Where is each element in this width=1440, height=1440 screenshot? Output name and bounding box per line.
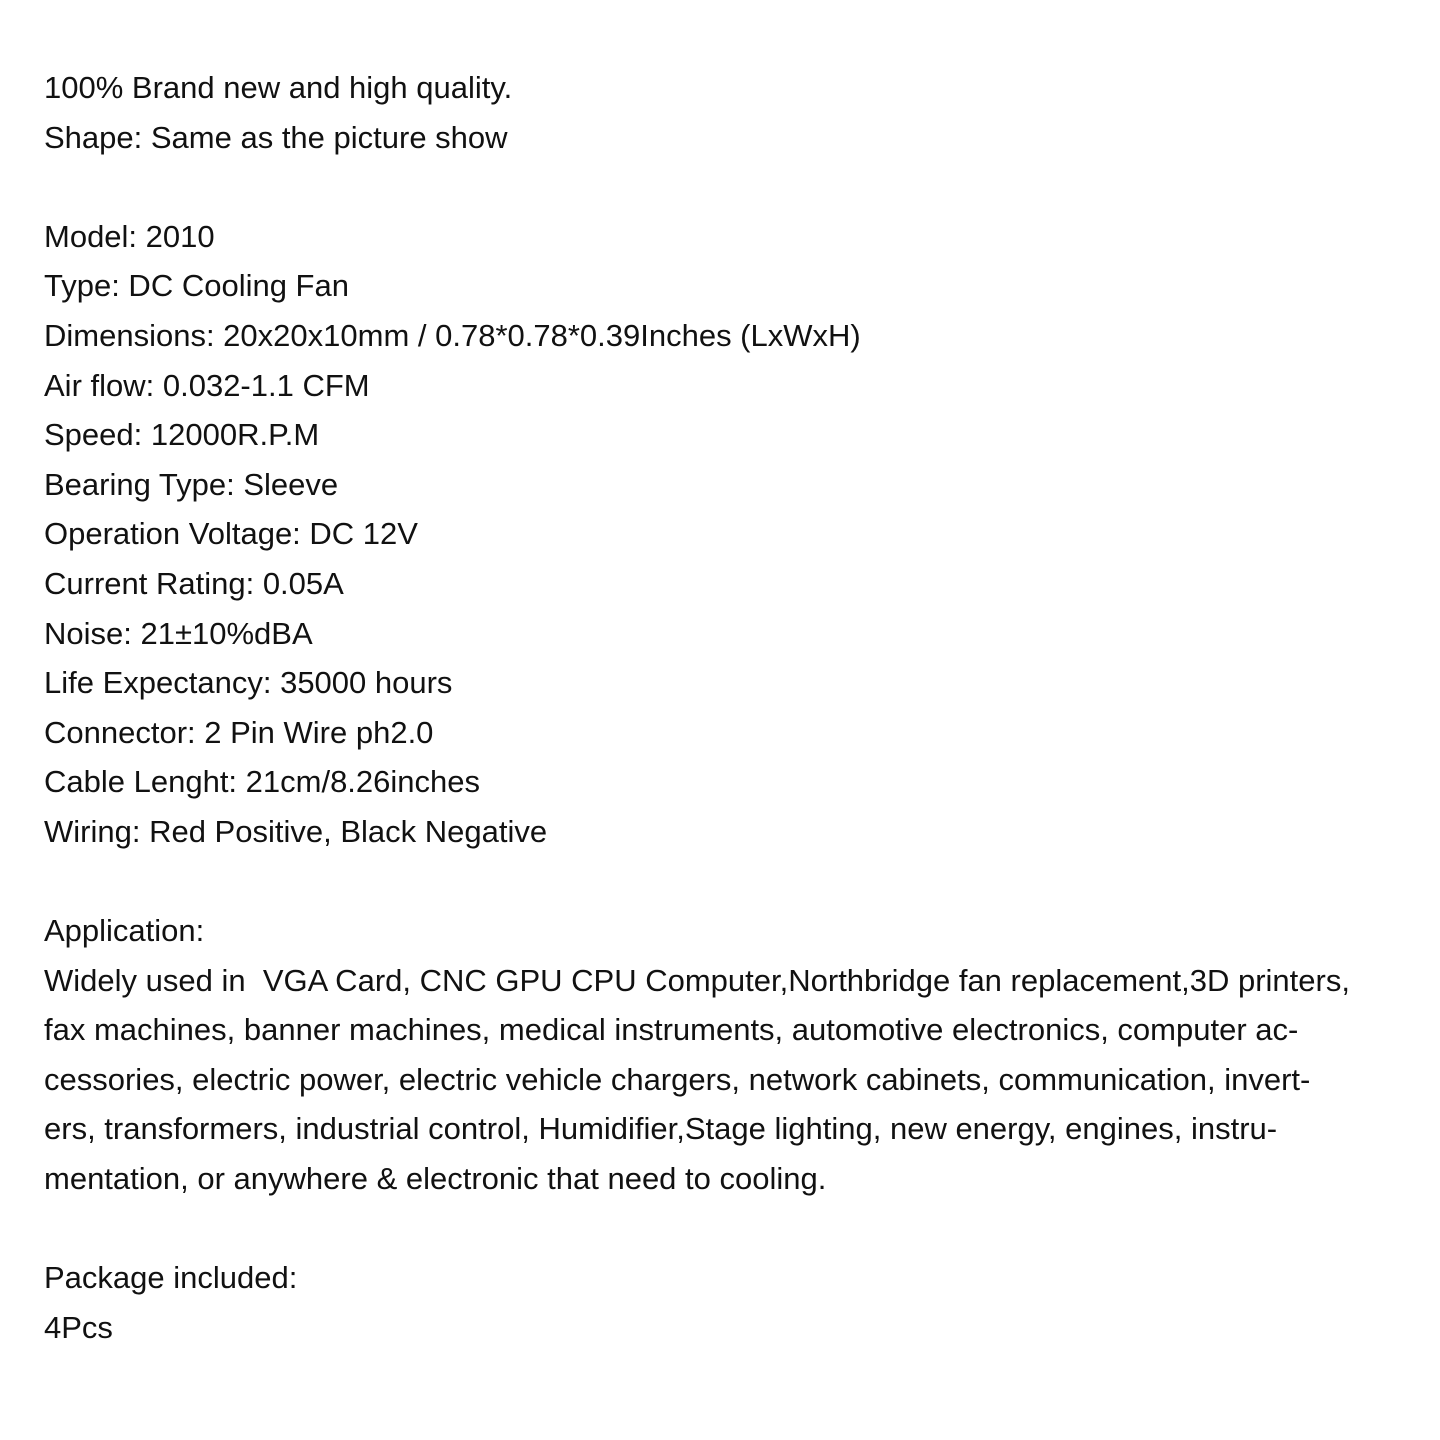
paragraph-spacer [44, 857, 1414, 907]
spec-wiring: Wiring: Red Positive, Black Negative [44, 813, 548, 849]
application-heading: Application: [44, 913, 205, 949]
package-heading: Package included: [44, 1260, 298, 1296]
application-line: mentation, or anywhere & electronic that need to cooling. [44, 1161, 827, 1197]
package-contents: 4Pcs [44, 1309, 113, 1345]
application-line: ers, transformers, industrial control, Humidifier,Stage lighting, new energy, engines, instru- [44, 1111, 1278, 1147]
paragraph-spacer [44, 1204, 1414, 1254]
spec-connector: Connector: 2 Pin Wire ph2.0 [44, 714, 434, 750]
package-section [44, 1253, 1414, 1352]
spec-bearing-type: Bearing Type: Sleeve [44, 466, 339, 502]
spec-life-expectancy: Life Expectancy: 35000 hours [44, 665, 453, 701]
spec-model: Model: 2010 [44, 218, 215, 254]
spec-cable-length: Cable Lenght: 21cm/8.26inches [44, 764, 481, 800]
application-line: Widely used in VGA Card, CNC GPU CPU Computer,Northbridge fan replacement,3D printers, [44, 962, 1350, 998]
application-section [44, 906, 1414, 1204]
intro-shape-line: Shape: Same as the picture show [44, 119, 508, 155]
spec-speed: Speed: 12000R.P.M [44, 417, 320, 453]
spec-operation-voltage: Operation Voltage: DC 12V [44, 516, 418, 552]
spec-dimensions: Dimensions: 20x20x10mm / 0.78*0.78*0.39Inches (LxWxH) [44, 317, 861, 353]
spec-noise: Noise: 21±10%dBA [44, 615, 313, 651]
application-line: fax machines, banner machines, medical instruments, automotive electronics, computer ac- [44, 1012, 1299, 1048]
paragraph-spacer [44, 162, 1414, 212]
specs-section [44, 212, 1414, 857]
application-line: cessories, electric power, electric vehicle chargers, network cabinets, communication, invert- [44, 1061, 1311, 1097]
intro-section [44, 63, 1414, 162]
spec-type: Type: DC Cooling Fan [44, 268, 349, 304]
product-description [44, 63, 1414, 1352]
spec-air-flow: Air flow: 0.032-1.1 CFM [44, 367, 370, 403]
intro-quality-line: 100% Brand new and high quality. [44, 70, 513, 105]
spec-current-rating: Current Rating: 0.05A [44, 565, 344, 601]
